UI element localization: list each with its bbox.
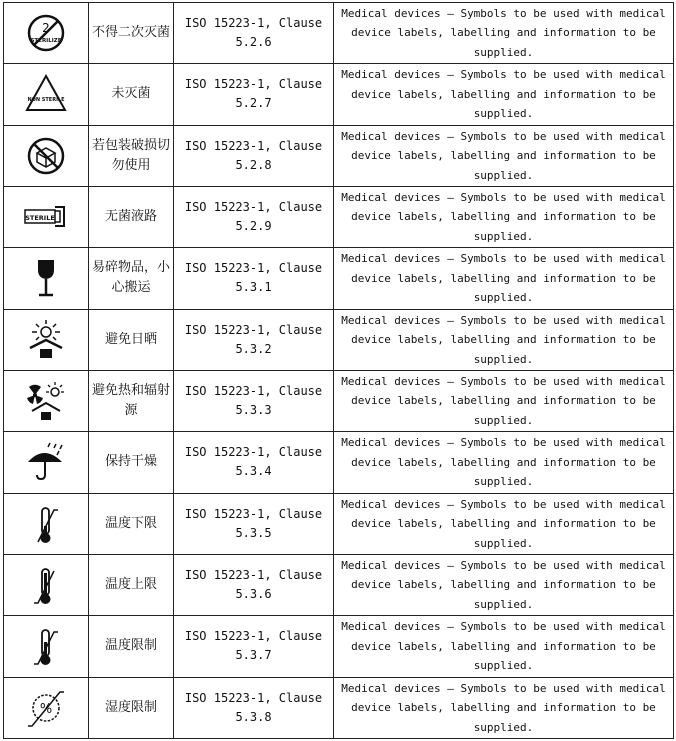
fragile-icon [24,256,68,300]
standard-clause: ISO 15223-1, Clause 5.2.8 [174,125,334,186]
description: Medical devices — Symbols to be used with medical device labels, labelling and information to be supplied. [334,3,674,64]
symbols-table [3,2,674,739]
table-row [4,432,674,493]
symbol-name: 若包装破损切勿使用 [89,125,174,186]
table-row [4,677,674,738]
table-row [4,64,674,125]
symbol-name: 未灭菌 [89,64,174,125]
svg-text:STERILIZE: STERILIZE [30,38,62,45]
description: Medical devices — Symbols to be used with medical device labels, labelling and information to be supplied. [334,432,674,493]
table-row [4,554,674,615]
keep-away-sunlight-icon [24,318,68,362]
description: Medical devices — Symbols to be used with medical device labels, labelling and information to be supplied. [334,677,674,738]
table-row [4,309,674,370]
svg-text:NON STERILE: NON STERILE [27,97,65,104]
humidity-limitation-icon [24,686,68,730]
description: Medical devices — Symbols to be used with medical device labels, labelling and information to be supplied. [334,554,674,615]
svg-text:%: % [39,701,53,717]
upper-temperature-limit-icon [24,563,68,607]
standard-clause: ISO 15223-1, Clause 5.3.4 [174,432,334,493]
symbol-name: 避免热和辐射源 [89,370,174,431]
symbol-name: 保持干燥 [89,432,174,493]
standard-clause: ISO 15223-1, Clause 5.3.2 [174,309,334,370]
symbol-name: 湿度限制 [89,677,174,738]
standard-clause: ISO 15223-1, Clause 5.3.3 [174,370,334,431]
keep-dry-icon [24,440,68,484]
temperature-limit-icon [24,624,68,668]
description: Medical devices — Symbols to be used with medical device labels, labelling and information to be supplied. [334,125,674,186]
protect-heat-radiation-icon [24,379,68,423]
standard-clause: ISO 15223-1, Clause 5.3.6 [174,554,334,615]
standard-clause: ISO 15223-1, Clause 5.2.6 [174,3,334,64]
table-row [4,616,674,677]
do-not-resterilize-icon [24,11,68,55]
description: Medical devices — Symbols to be used with medical device labels, labelling and information to be supplied. [334,186,674,247]
svg-text:2: 2 [42,21,50,36]
symbol-name: 避免日晒 [89,309,174,370]
sterile-fluid-path-icon [18,195,74,239]
svg-text:STERILE: STERILE [25,214,55,223]
description: Medical devices — Symbols to be used with medical device labels, labelling and information to be supplied. [334,248,674,309]
symbol-name: 温度限制 [89,616,174,677]
symbol-name: 温度上限 [89,554,174,615]
table-row [4,493,674,554]
description: Medical devices — Symbols to be used with medical device labels, labelling and information to be supplied. [334,616,674,677]
damaged-package-icon [24,134,68,178]
lower-temperature-limit-icon [24,502,68,546]
symbol-name: 温度下限 [89,493,174,554]
description: Medical devices — Symbols to be used with medical device labels, labelling and information to be supplied. [334,64,674,125]
table-row [4,248,674,309]
standard-clause: ISO 15223-1, Clause 5.3.1 [174,248,334,309]
standard-clause: ISO 15223-1, Clause 5.2.9 [174,186,334,247]
standard-clause: ISO 15223-1, Clause 5.3.7 [174,616,334,677]
description: Medical devices — Symbols to be used with medical device labels, labelling and information to be supplied. [334,493,674,554]
standard-clause: ISO 15223-1, Clause 5.3.5 [174,493,334,554]
symbol-name: 不得二次灭菌 [89,3,174,64]
table-row [4,125,674,186]
table-row [4,186,674,247]
description: Medical devices — Symbols to be used with medical device labels, labelling and information to be supplied. [334,370,674,431]
table-row [4,370,674,431]
description: Medical devices — Symbols to be used with medical device labels, labelling and information to be supplied. [334,309,674,370]
symbol-name: 无菌液路 [89,186,174,247]
table-row [4,3,674,64]
standard-clause: ISO 15223-1, Clause 5.3.8 [174,677,334,738]
standard-clause: ISO 15223-1, Clause 5.2.7 [174,64,334,125]
non-sterile-icon [24,72,68,116]
symbol-name: 易碎物品，小心搬运 [89,248,174,309]
